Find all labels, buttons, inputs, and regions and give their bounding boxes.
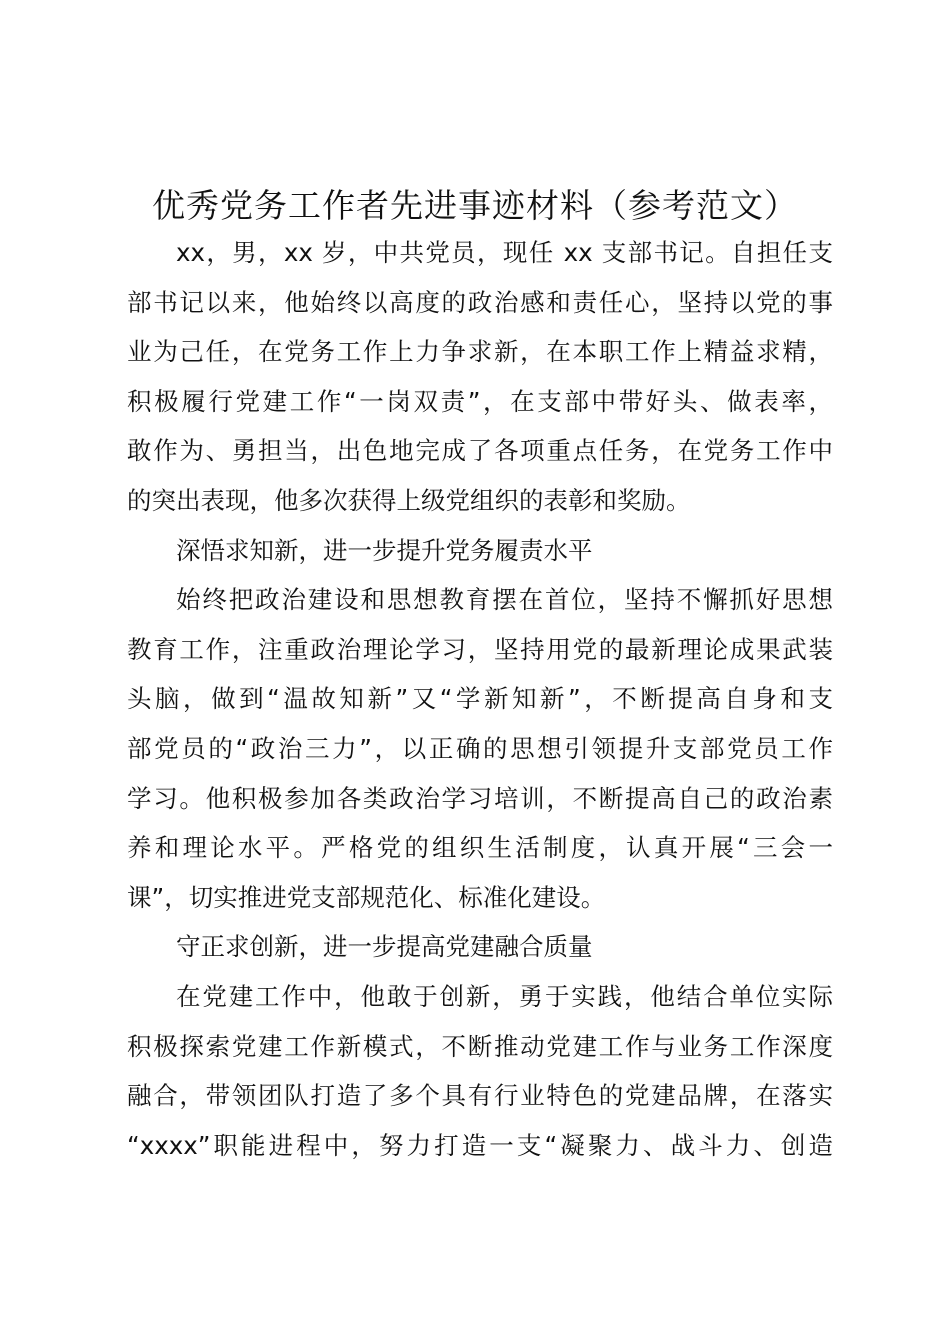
paragraph-line: 教育工作，注重政治理论学习，坚持用党的最新理论成果武装 <box>127 634 833 664</box>
paragraph-line: 在党建工作中，他敢于创新，勇于实践，他结合单位实际 <box>176 981 833 1011</box>
paragraph-line: 始终把政治建设和思想教育摆在首位，坚持不懈抓好思想 <box>176 585 833 615</box>
paragraph-line: 业为己任，在党务工作上力争求新，在本职工作上精益求精， <box>127 337 833 367</box>
paragraph-line: 头脑，做到“温故知新”又“学新知新”，不断提高自身和支 <box>127 684 833 714</box>
paragraph-line: “xxxx”职能进程中，努力打造一支“凝聚力、战斗力、创造 <box>127 1130 833 1160</box>
paragraph-line: 融合，带领团队打造了多个具有行业特色的党建品牌，在落实 <box>127 1081 833 1111</box>
paragraph-line: 课”，切实推进党支部规范化、标准化建设。 <box>127 882 606 912</box>
document-title: 优秀党务工作者先进事迹材料（参考范文） <box>152 186 798 225</box>
paragraph-line: 的突出表现，他多次获得上级党组织的表彰和奖励。 <box>127 485 691 515</box>
paragraph-line: 养和理论水平。严格党的组织生活制度，认真开展“三会一 <box>127 833 833 863</box>
paragraph-line: 部书记以来，他始终以高度的政治感和责任心，坚持以党的事 <box>127 287 833 317</box>
section-heading: 深悟求知新，进一步提升党务履责水平 <box>176 535 593 565</box>
document-body <box>127 228 833 1170</box>
paragraph-line: 部党员的“政治三力”，以正确的思想引领提升支部党员工作 <box>127 733 833 763</box>
paragraph-line: 敢作为、勇担当，出色地完成了各项重点任务，在党务工作中 <box>127 436 833 466</box>
paragraph-line: xx，男，xx 岁，中共党员，现任 xx 支部书记。自担任支 <box>176 238 833 267</box>
paragraph-line: 积极履行党建工作“一岗双责”，在支部中带好头、做表率， <box>127 386 833 416</box>
paragraph-line: 积极探索党建工作新模式，不断推动党建工作与业务工作深度 <box>127 1031 833 1061</box>
paragraph-line: 学习。他积极参加各类政治学习培训，不断提高自己的政治素 <box>127 783 833 813</box>
section-heading: 守正求创新，进一步提高党建融合质量 <box>176 932 593 962</box>
